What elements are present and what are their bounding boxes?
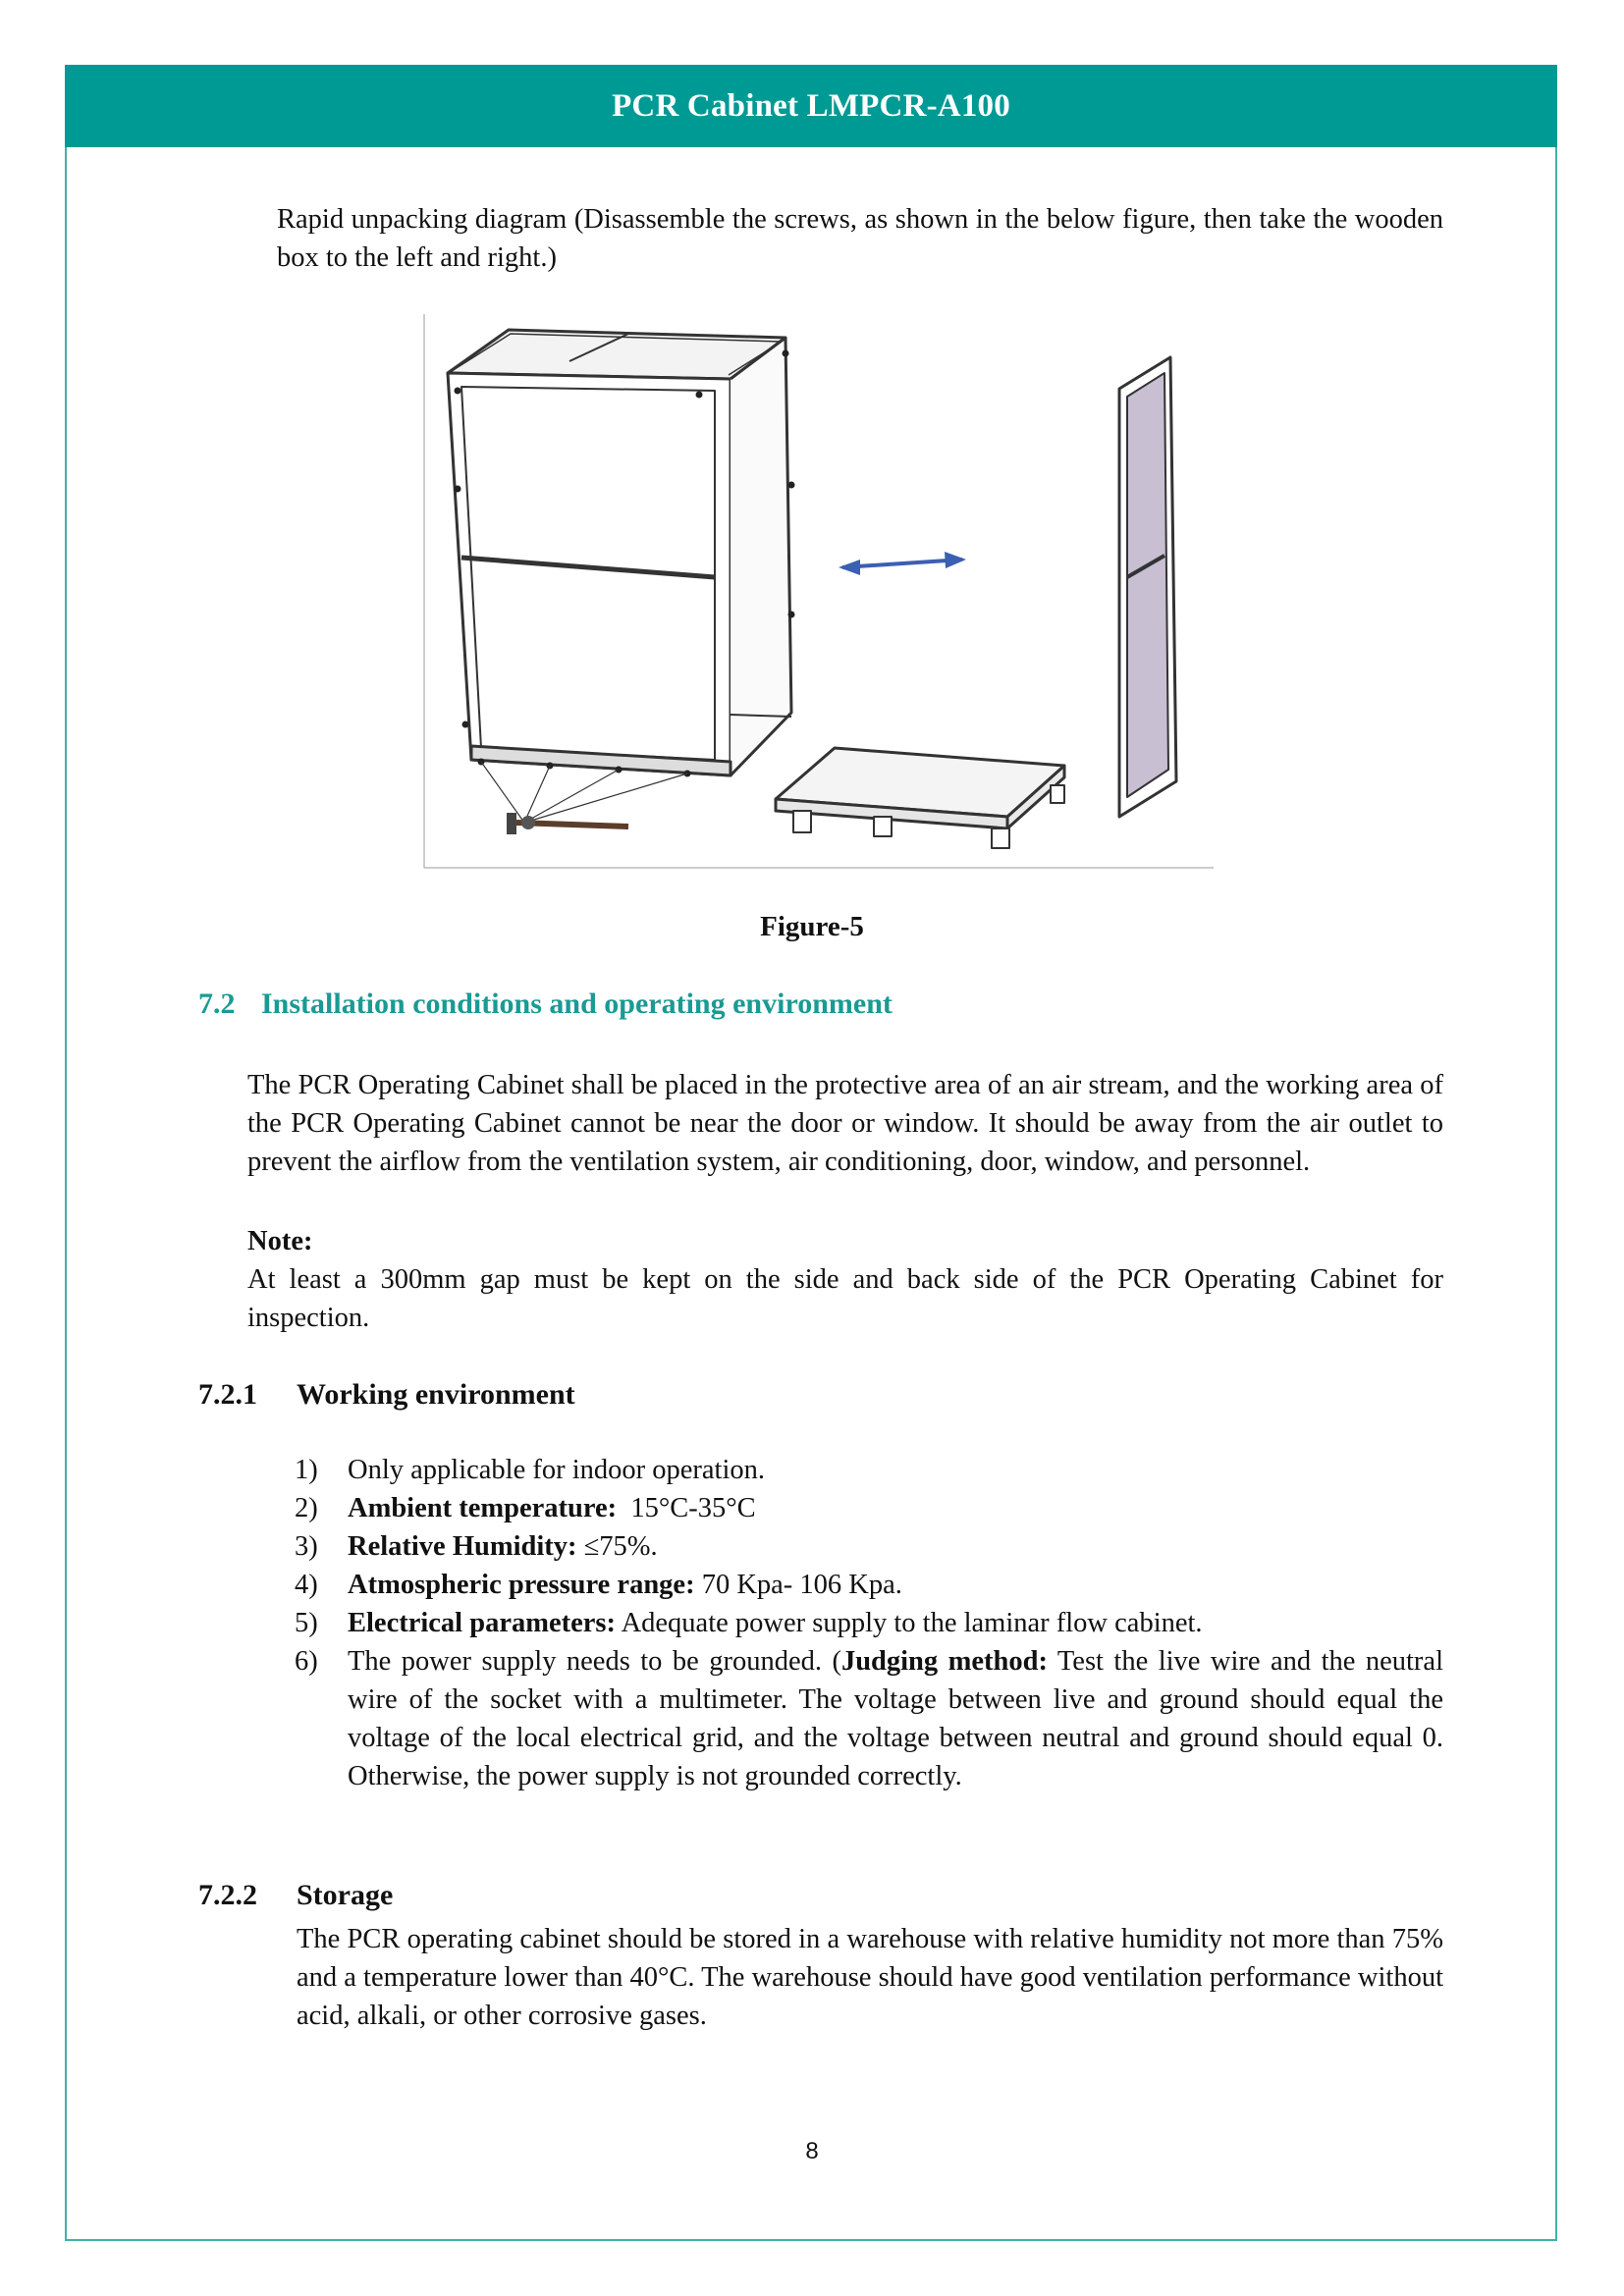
- header-banner: [65, 65, 1557, 147]
- note-label: Note:: [247, 1226, 313, 1256]
- list-item: 2) Ambient temperature: 15°C-35°C: [295, 1493, 756, 1523]
- section-number: 7.2.1: [198, 1378, 257, 1411]
- figure-caption: Figure-5: [760, 911, 864, 942]
- list-item: 4) Atmospheric pressure range: 70 Kpa- 106 Kpa.: [295, 1570, 902, 1600]
- section-heading-7-2: [198, 988, 893, 1021]
- unpacking-diagram: [422, 312, 1214, 872]
- list-item: 6) The power supply needs to be grounded. (Judging method: Test the live wire and the neutral wire of the socket with a multimeter. The voltage between live and ground should equal the voltage of the local electrical grid, and the voltage between neutral and ground should equal 0. Otherwise, the power supply is not grounded correctly.: [295, 1646, 1443, 1791]
- section-title: Storage: [297, 1879, 394, 1911]
- note-text: At least a 300mm gap must be kept on the side and back side of the PCR Operating Cabinet for inspection.: [247, 1264, 1443, 1333]
- storage-body: The PCR operating cabinet should be stored in a warehouse with relative humidity not more than 75% and a temperature lower than 40°C. The warehouse should have good ventilation performance without acid, alkali, or other corrosive gases.: [297, 1924, 1443, 2031]
- section-7-2-body: The PCR Operating Cabinet shall be placed in the protective area of an air stream, and the working area of the PCR Operating Cabinet cannot be near the door or window. It should be away from the air outlet to prevent the airflow from the ventilation system, air conditioning, door, window, and personnel.: [247, 1070, 1443, 1177]
- intro-paragraph: Rapid unpacking diagram (Disassemble the screws, as shown in the below figure, then take the wooden box to the left and right.): [277, 204, 1443, 273]
- section-title: Working environment: [297, 1378, 575, 1411]
- list-item: 3) Relative Humidity: ≤75%.: [295, 1531, 658, 1562]
- header-title: PCR Cabinet LMPCR-A100: [612, 87, 1010, 124]
- section-number: 7.2: [198, 988, 236, 1020]
- working-environment-list: [295, 1451, 1443, 1795]
- section-number: 7.2.2: [198, 1879, 257, 1911]
- page-number: 8: [805, 2138, 819, 2164]
- section-heading-7-2-1: [198, 1378, 575, 1412]
- list-item: 5) Electrical parameters: Adequate power supply to the laminar flow cabinet.: [295, 1608, 1203, 1638]
- section-title: Installation conditions and operating environment: [261, 988, 893, 1020]
- section-heading-7-2-2: [198, 1879, 393, 1912]
- list-item: 1) Only applicable for indoor operation.: [295, 1455, 765, 1485]
